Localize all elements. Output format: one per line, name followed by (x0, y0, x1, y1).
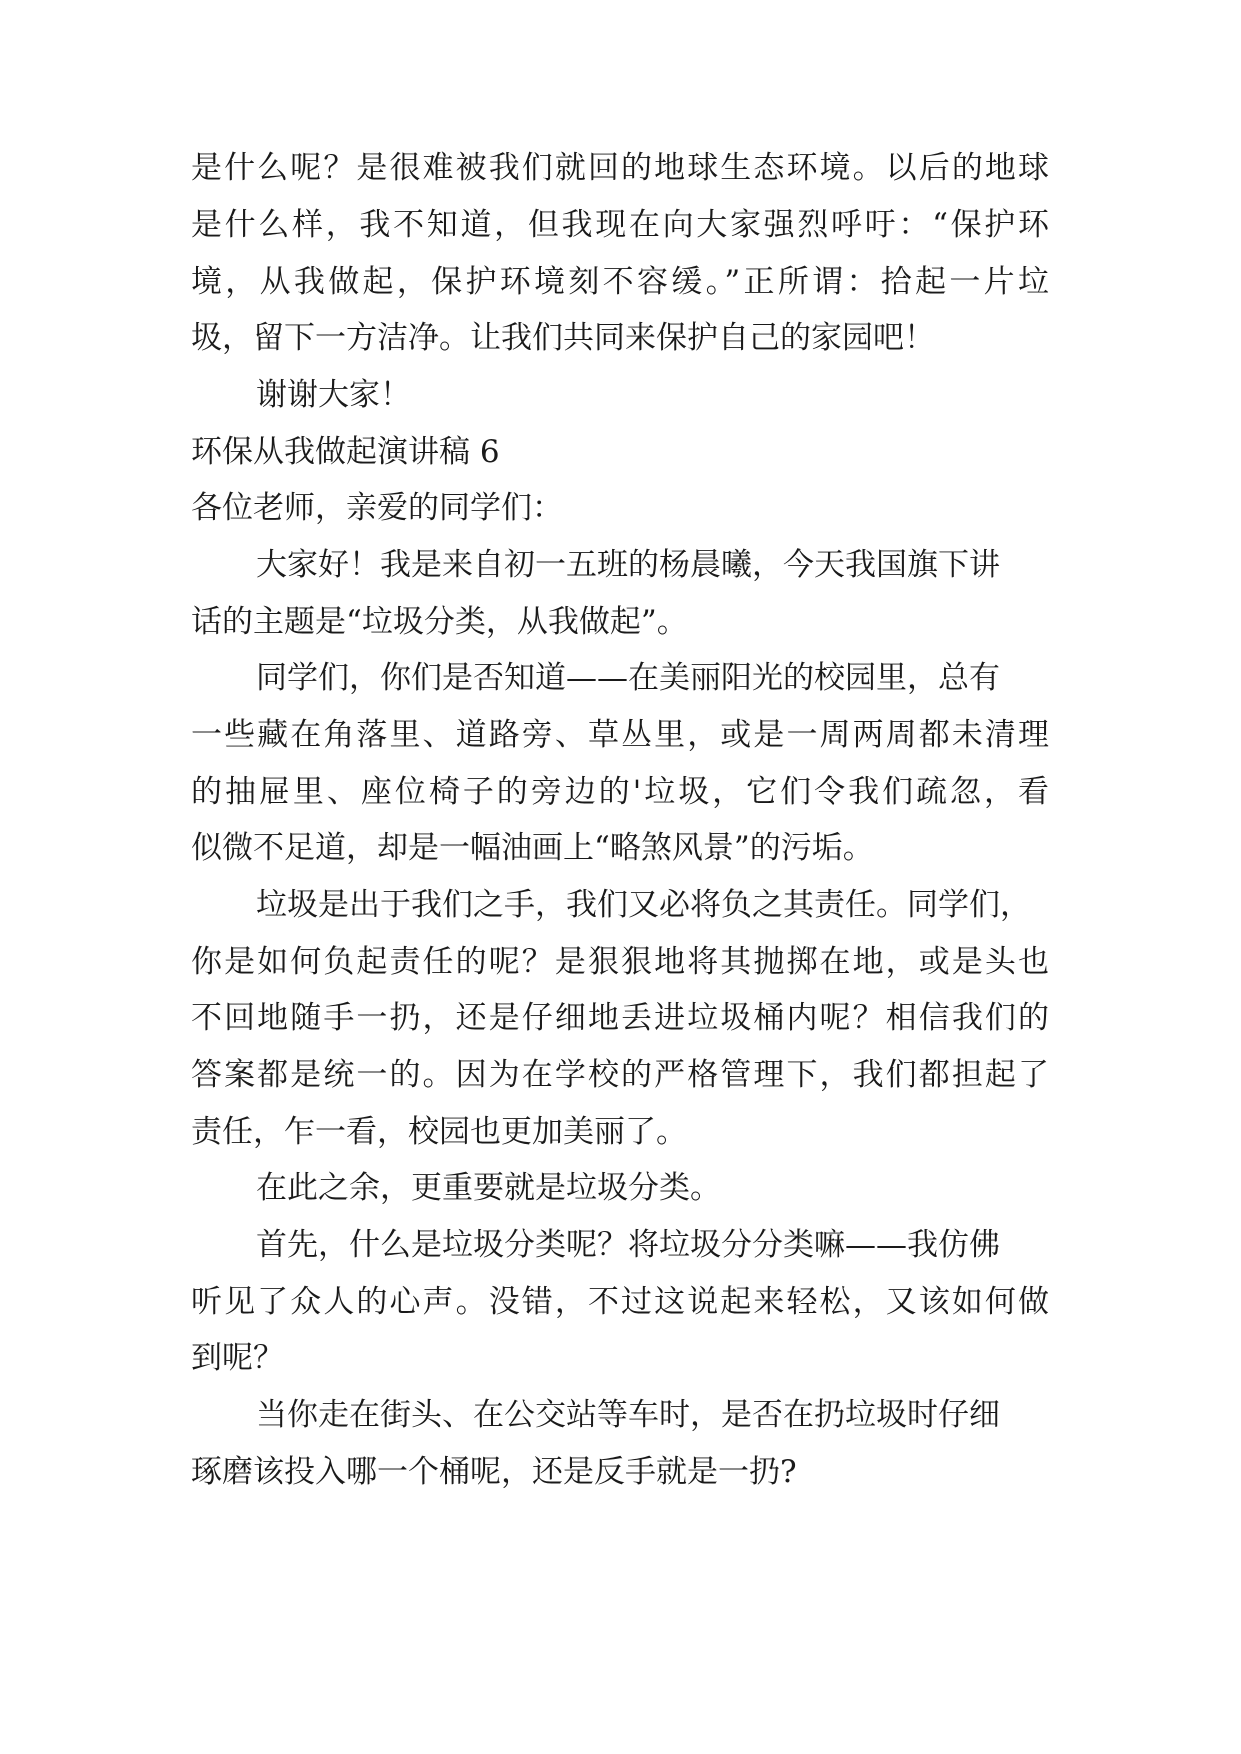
paragraph-line: 到呢？ (191, 1340, 284, 1376)
paragraph-line: 大家好！我是来自初一五班的杨晨曦，今天我国旗下讲 (256, 547, 1000, 583)
paragraph-line: 琢磨该投入哪一个桶呢，还是反手就是一扔? (191, 1454, 797, 1490)
paragraph-line: 听见了众人的心声。没错，不过这说起来轻松，又该如何做 (191, 1284, 1049, 1320)
closing-thanks: 谢谢大家！ (256, 377, 411, 413)
paragraph-line: 一些藏在角落里、道路旁、草丛里，或是一周两周都未清理 (191, 717, 1049, 753)
paragraph-line: 垃圾是出于我们之手，我们又必将负之其责任。同学们， (256, 887, 1031, 923)
paragraph-line: 是什么呢？是很难被我们就回的地球生态环境。以后的地球 (191, 150, 1049, 186)
paragraph-line: 在此之余，更重要就是垃圾分类。 (256, 1170, 721, 1206)
salutation: 各位老师，亲爱的同学们： (191, 490, 563, 526)
paragraph-line: 似微不足道，却是一幅油画上“略煞风景”的污垢。 (191, 830, 874, 866)
paragraph-line: 首先，什么是垃圾分类呢？将垃圾分分类嘛——我仿佛 (256, 1227, 1000, 1263)
section-title: 环保从我做起演讲稿 6 (191, 434, 500, 470)
paragraph-line: 答案都是统一的。因为在学校的严格管理下，我们都担起了 (191, 1057, 1049, 1093)
paragraph-line: 责任，乍一看，校园也更加美丽了。 (191, 1114, 687, 1150)
paragraph-line: 你是如何负起责任的呢？是狠狠地将其抛掷在地，或是头也 (191, 944, 1049, 980)
paragraph-line: 圾，留下一方洁净。让我们共同来保护自己的家园吧！ (191, 320, 935, 356)
paragraph-line: 不回地随手一扔，还是仔细地丢进垃圾桶内呢？相信我们的 (191, 1000, 1049, 1036)
paragraph-line: 当你走在街头、在公交站等车时，是否在扔垃圾时仔细 (256, 1397, 1000, 1433)
paragraph-line: 的抽屉里、座位椅子的旁边的'垃圾，它们令我们疏忽，看 (191, 774, 1049, 810)
paragraph-line: 是什么样，我不知道，但我现在向大家强烈呼吁：“保护环 (191, 207, 1049, 243)
paragraph-line: 境，从我做起，保护环境刻不容缓。”正所谓：拾起一片垃 (191, 264, 1049, 300)
paragraph-line: 话的主题是“垃圾分类，从我做起”。 (191, 604, 688, 640)
paragraph-line: 同学们，你们是否知道——在美丽阳光的校园里，总有 (256, 660, 1000, 696)
